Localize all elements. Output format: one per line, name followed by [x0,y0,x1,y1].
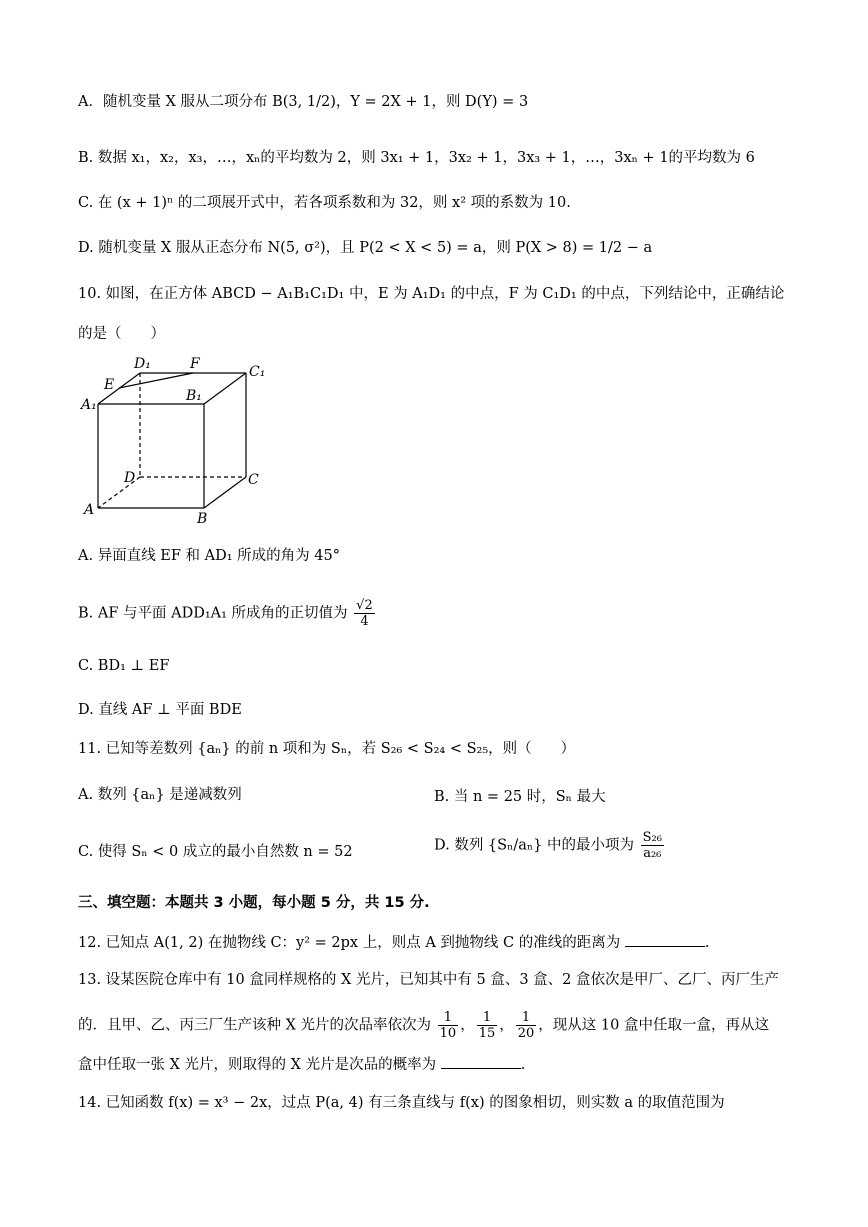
fraction-denominator: 15 [478,1026,496,1041]
q13-line3-text: 盒中任取一张 X 光片，则取得的 X 光片是次品的概率为 [78,1057,437,1073]
section-heading: 三、填空题：本题共 3 小题，每小题 5 分，共 15 分. [78,895,430,911]
q11-option-d-text: D. 数列 {Sₙ/aₙ} 中的最小项为 [434,837,635,854]
q13-line1: 13. 设某医院仓库中有 10 盒同样规格的 X 光片，已知其中有 5 盒、3 盒、2 盒依次是甲厂、乙厂、丙厂生产 [78,972,779,988]
label-c1: C₁ [249,364,266,380]
q12-stem: 12. 已知点 A(1, 2) 在抛物线 C：y² = 2px 上，则点 A 到抛物线 C 的准线的距离为 [78,935,621,951]
label-c: C [248,472,259,488]
q12 [78,932,709,953]
fraction-1-10 [438,1010,459,1041]
q10-option-d: D. 直线 AF ⊥ 平面 BDE [78,702,242,718]
q10-option-b [78,598,377,629]
q11-option-a: A. 数列 {aₙ} 是递减数列 [78,787,242,803]
q12-end: . [704,935,710,951]
label-b1: B₁ [186,388,202,404]
q10-stem-line2: 的是（ ） [78,326,165,342]
q10-stem-line1: 10. 如图，在正方体 ABCD − A₁B₁C₁D₁ 中，E 为 A₁D₁ 的中点，F 为 C₁D₁ 的中点，下列结论中，正确结论 [78,286,785,302]
cube-figure [78,356,278,526]
fraction-numerator: 1 [438,1010,459,1026]
label-d1: D₁ [134,356,151,372]
q9-option-a: A．随机变量 X 服从二项分布 B(3, 1/2)，Y = 2X + 1，则 D(Y) = 3 [78,94,529,110]
q11-option-c: C. 使得 Sₙ < 0 成立的最小自然数 n = 52 [78,844,353,860]
fraction-1-20 [516,1010,537,1041]
q13-end: . [520,1057,526,1073]
q10-option-c: C. BD₁ ⊥ EF [78,658,170,674]
q10-option-b-text: B. AF 与平面 ADD₁A₁ 所成角的正切值为 [78,605,348,622]
q11-option-d-fraction [641,830,664,861]
q11-option-d [434,830,666,861]
fraction-numerator: S₂₆ [642,830,662,845]
label-e: E [104,377,115,393]
q13-line2: 的．且甲、乙、丙三厂生产该种 X 光片的次品率依次为 $\frac{1}{10}$ ， $\frac{1}{15}$ ， $\frac{1}{20}$ ，现从这 10 盒中任取一盒，再从这 [78,1010,769,1041]
q14-stem: 14. 已知函数 f(x) = x³ − 2x，过点 P(a, 4) 有三条直线与 f(x) 的图象相切，则实数 a 的取值范围为 [78,1095,725,1111]
fraction-1-15 [477,1010,498,1041]
label-f: F [190,356,200,372]
label-d: D [124,470,136,486]
fraction-numerator: 1 [516,1010,537,1026]
q9-option-b: B. 数据 x₁，x₂，x₃，…，xₙ的平均数为 2，则 3x₁ + 1，3x₂ + 1，3x₃ + 1，…，3xₙ + 1的平均数为 6 [78,150,755,166]
q13-line2-suffix: ，现从这 10 盒中任取一盒，再从这 [538,1017,769,1034]
q9-option-c: C. 在 (x + 1)ⁿ 的二项展开式中，若各项系数和为 32，则 x² 项的系数为 10. [78,195,571,211]
q13-line3 [78,1054,525,1075]
q10-option-b-fraction [354,598,375,629]
fraction-denominator: 4 [360,614,369,629]
q11-option-b: B. 当 n = 25 时，Sₙ 最大 [434,789,606,805]
label-b: B [197,511,208,526]
fraction-denominator: 10 [439,1026,457,1041]
q9-option-d: D. 随机变量 X 服从正态分布 N(5, σ²)，且 P(2 < X < 5) = a，则 P(X > 8) = 1/2 − a [78,240,653,256]
label-a: A [84,502,95,518]
fraction-denominator: 20 [517,1026,535,1041]
fraction-denominator: a₂₆ [643,846,662,861]
q13-line2-prefix: 的．且甲、乙、丙三厂生产该种 X 光片的次品率依次为 [78,1017,432,1034]
label-a1: A₁ [81,397,97,413]
fraction-numerator: 1 [477,1010,498,1026]
fraction-numerator: √2 [356,598,373,613]
q11-stem: 11. 已知等差数列 {aₙ} 的前 n 项和为 Sₙ，若 S₂₆ < S₂₄ < S₂₅，则（ ） [78,741,576,757]
q10-option-a: A. 异面直线 EF 和 AD₁ 所成的角为 45° [78,548,340,564]
answer-blank[interactable] [625,932,705,947]
answer-blank[interactable] [441,1054,521,1069]
